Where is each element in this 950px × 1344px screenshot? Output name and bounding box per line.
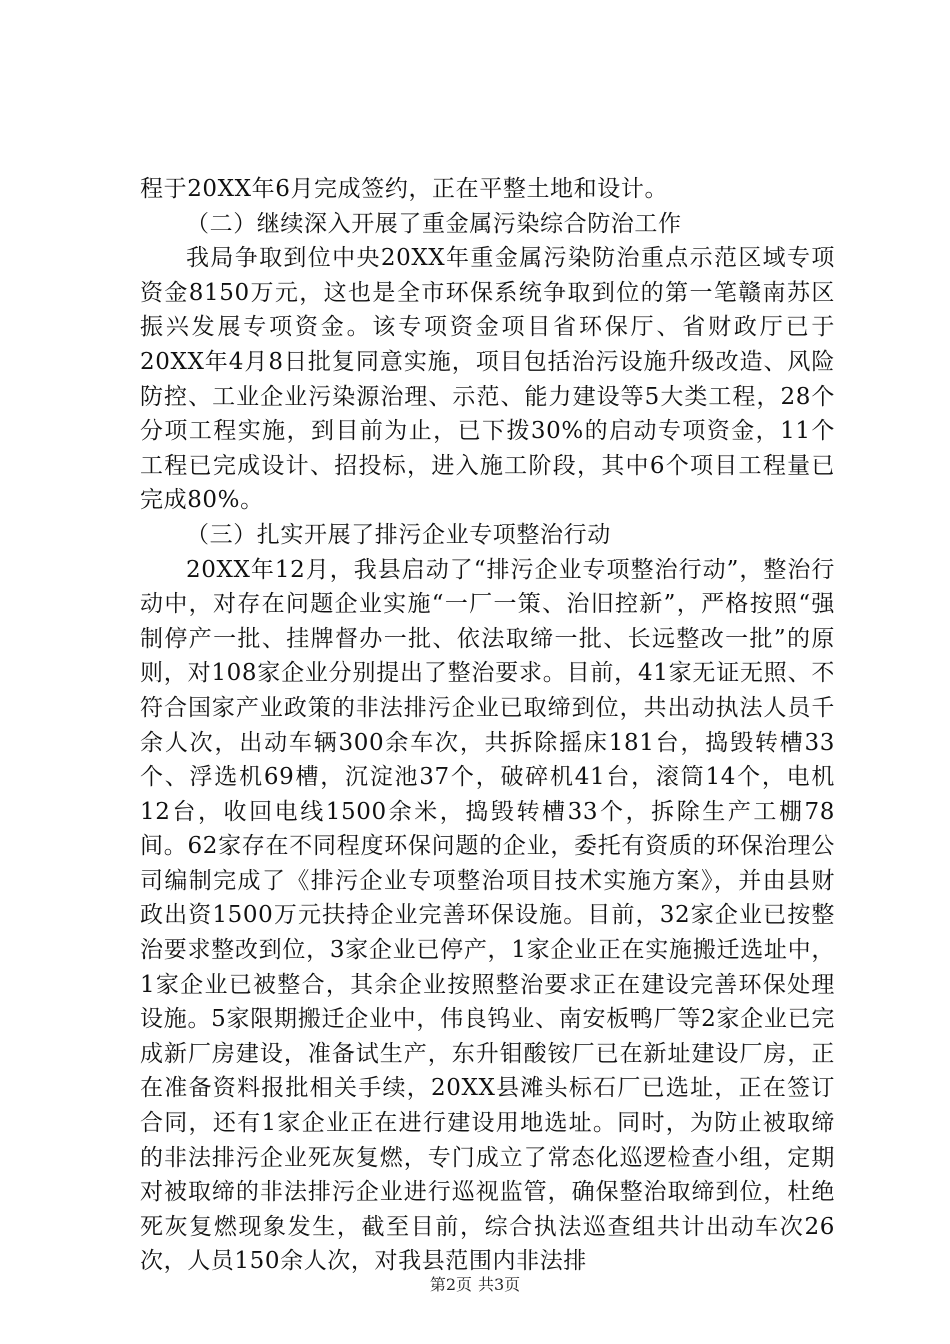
page-number: 第2页 [429, 1275, 472, 1294]
paragraph-heavy-metal-funding: 我局争取到位中央20XX年重金属污染防治重点示范区域专项资金8150万元，这也是全市环保系统争取到位的第一笔赣南苏区振兴发展专项资金。该专项资金项目省环保厅、省财政厅已于20XX年4月8日批复同意实施，项目包括治污设施升级改造、风险防控、工业企业污染源治理、示范、能力建设等5大类工程，28个分项工程实施，到目前为止，已下拨30%的启动专项资金，11个工程已完成设计、招投标，进入施工阶段，其中6个项目工程量已完成80%。 [140, 245, 835, 514]
page-footer [0, 1272, 950, 1295]
paragraph-enterprise-rectification: 20XX年12月，我县启动了“排污企业专项整治行动”，整治行动中，对存在问题企业实施“一厂一策、治旧控新”，严格按照“强制停产一批、挂牌督办一批、依法取缔一批、长远整改一批”的原则，对108家企业分别提出了整治要求。目前，41家无证无照、不符合国家产业政策的非法排污企业已取缔到位，共出动执法人员千余人次，出动车辆300余车次，共拆除摇床181台，捣毁转槽33个、浮选机69槽，沉淀池37个，破碎机41台，滚筒14个，电机12台，收回电线1500余米，捣毁转槽33个，拆除生产工棚78间。62家存在不同程度环保问题的企业，委托有资质的环保治理公司编制完成了《排污企业专项整治项目技术实施方案》，并由县财政出资1500万元扶持企业完善环保设施。目前，32家企业已按整治要求整改到位，3家企业已停产，1家企业正在实施搬迁选址中，1家企业已被整合，其余企业按照整治要求正在建设完善环保处理设施。5家限期搬迁企业中，伟良钨业、南安板鸭厂等2家企业已完成新厂房建设，准备试生产，东升钼酸铵厂已在新址建设厂房，正在准备资料报批相关手续，20XX县滩头标石厂已选址，正在签订合同，还有1家企业正在进行建设用地选址。同时，为防止被取缔的非法排污企业死灰复燃，专门成立了常态化巡逻检查小组，定期对被取缔的非法排污企业进行巡视监管，确保整治取缔到位，杜绝死灰复燃现象发生，截至目前，综合执法巡查组共计出动车次26次，人员150余人次，对我县范围内非法排 [140, 556, 835, 1275]
paragraph-continuation: 程于20XX年6月完成签约，正在平整土地和设计。 [140, 176, 669, 202]
page-total: 共3页 [478, 1275, 521, 1294]
section-heading-3: （三）扎实开展了排污企业专项整治行动 [186, 521, 611, 548]
section-heading-2: （二）继续深入开展了重金属污染综合防治工作 [186, 210, 682, 237]
document-body [140, 172, 835, 1279]
